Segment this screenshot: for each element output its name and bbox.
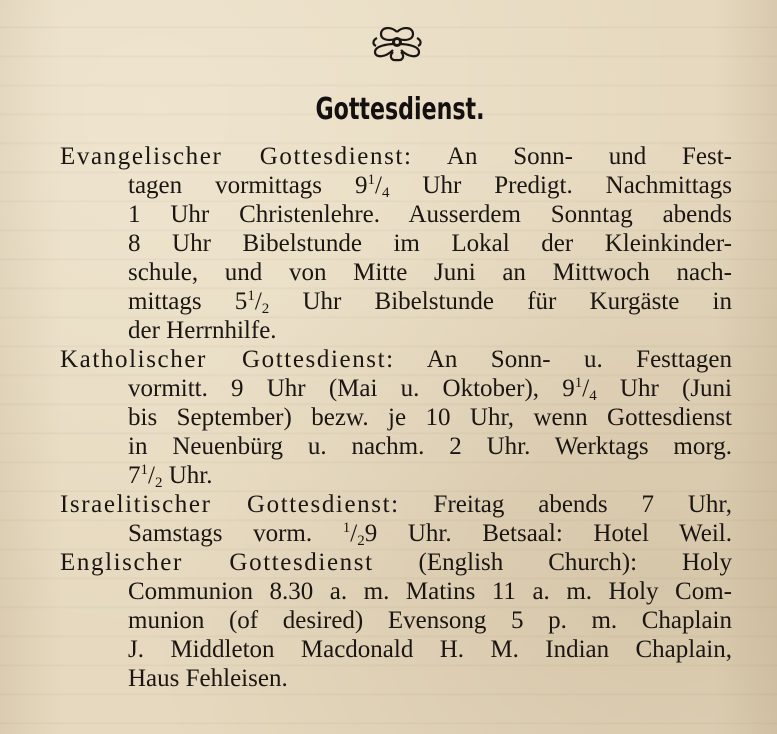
entry-text: (English Church): Holy xyxy=(373,549,732,576)
text-line xyxy=(60,345,732,374)
fraction-denominator: 2 xyxy=(261,301,270,317)
text-line xyxy=(60,171,732,200)
text-line xyxy=(60,519,732,548)
entry-englisch xyxy=(60,548,732,693)
page-title: Gottesdienst. xyxy=(315,92,485,127)
text-line: Haus Fehleisen. xyxy=(128,665,288,692)
text-line: 1 Uhr Christenlehre. Ausserdem Sonntag abends xyxy=(128,201,732,228)
entry-katholisch xyxy=(60,345,732,490)
entry-text: An Sonn- und Fest- xyxy=(412,143,732,170)
entry-text: An Sonn- u. Festtagen xyxy=(394,346,732,373)
service-list xyxy=(60,142,732,693)
fraction-slash: / xyxy=(374,172,382,199)
entry-text: Uhr (Juni xyxy=(596,375,732,402)
fraction-denominator: 2 xyxy=(154,475,163,491)
entry-text: 7 xyxy=(128,462,141,489)
entry-text: Uhr Predigt. Nachmittags xyxy=(389,172,732,199)
entry-label: Englischer Gottesdienst xyxy=(60,549,374,576)
entry-text: mittags 5 xyxy=(128,288,248,315)
fraction-numerator: 1 xyxy=(247,288,255,304)
fraction-slash: / xyxy=(582,375,590,402)
fraction-denominator: 2 xyxy=(357,533,365,549)
fraction-numerator: 1 xyxy=(140,462,148,478)
entry-label: Katholischer Gottesdienst: xyxy=(60,346,395,373)
flower-ornament-icon xyxy=(369,24,425,62)
entry-label: Evangelischer Gottesdienst: xyxy=(60,143,413,170)
entry-text: Uhr Bibelstunde für Kurgäste in xyxy=(269,288,732,315)
text-line xyxy=(60,490,732,519)
entry-text: Samstags vorm. xyxy=(128,520,343,547)
text-line: J. Middleton Macdonald H. M. Indian Chaplain, xyxy=(128,636,732,663)
fraction-numerator: 1 xyxy=(367,172,375,188)
entry-text: Freitag abends 7 Uhr, xyxy=(399,491,732,518)
entry-text: 9 Uhr. Betsaal: Hotel Weil. xyxy=(364,520,733,547)
text-line xyxy=(60,548,732,577)
entry-text: Uhr. xyxy=(162,462,213,489)
fraction-slash: / xyxy=(254,288,262,315)
fraction-slash: / xyxy=(148,462,155,489)
text-line: munion (of desired) Evensong 5 p. m. Chaplain xyxy=(128,607,732,634)
text-line xyxy=(60,142,732,171)
entry-evangelisch xyxy=(60,142,732,345)
text-line: 8 Uhr Bibelstunde im Lokal der Kleinkinder- xyxy=(128,230,732,257)
text-line: in Neuenbürg u. nachm. 2 Uhr. Werktags morg. xyxy=(128,433,732,460)
text-line xyxy=(60,374,732,403)
fraction-numerator: 1 xyxy=(574,375,583,391)
text-line xyxy=(60,287,732,316)
fraction-numerator: 1 xyxy=(342,520,351,536)
entry-israelitisch xyxy=(60,490,732,548)
entry-text: vormitt. 9 Uhr (Mai u. Oktober), 9 xyxy=(128,375,575,402)
fraction-denominator: 4 xyxy=(589,388,597,404)
text-line: der Herrnhilfe. xyxy=(128,317,277,344)
text-line: schule, und von Mitte Juni an Mittwoch nach- xyxy=(128,259,732,286)
text-line: bis September) bezw. je 10 Uhr, wenn Gottesdienst xyxy=(128,404,732,431)
fraction-slash: / xyxy=(350,520,358,547)
text-line: Communion 8.30 a. m. Matins 11 a. m. Holy Com- xyxy=(128,578,732,605)
fraction-denominator: 4 xyxy=(381,185,390,201)
entry-label: Israelitischer Gottesdienst: xyxy=(60,491,400,518)
text-line xyxy=(60,461,732,490)
entry-text: tagen vormittags 9 xyxy=(128,172,368,199)
